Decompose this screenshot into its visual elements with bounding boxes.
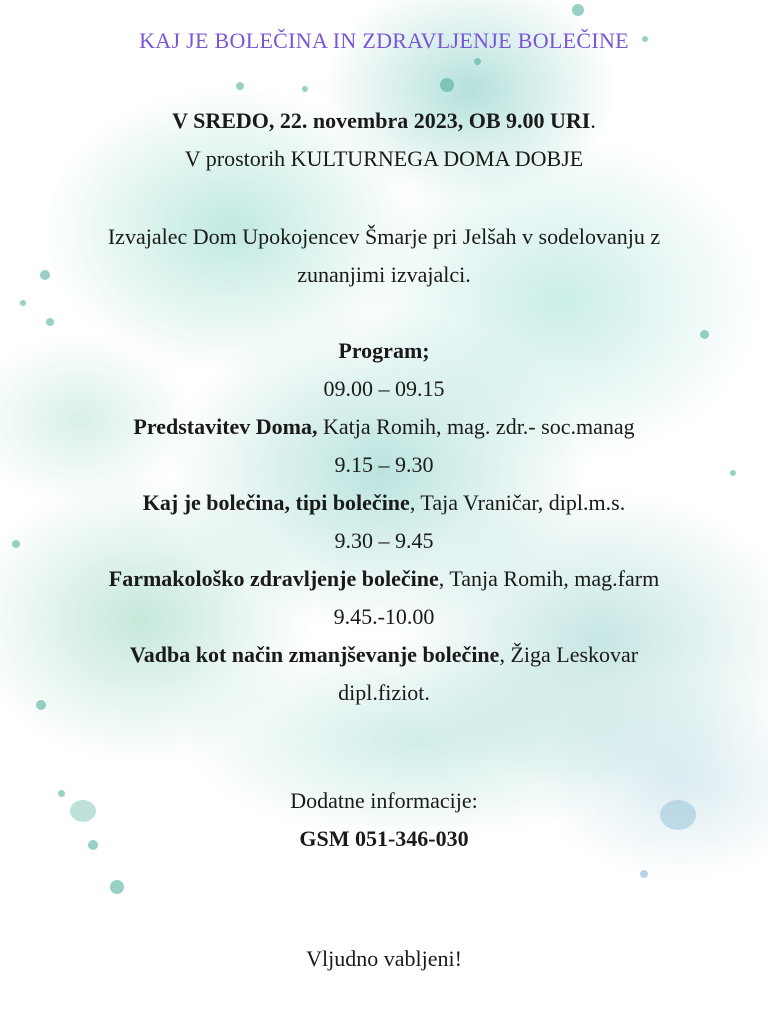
paint-splatter [12,540,20,548]
organizer-line-1: Izvajalec Dom Upokojencev Šmarje pri Jelšah v sodelovanju z [107,224,661,249]
paint-splatter [572,4,584,16]
program-topic: Farmakološko zdravljenje bolečine [108,566,439,591]
program-speaker-continued: dipl.fiziot. [338,680,430,705]
program-time: 9.30 – 9.45 [334,528,434,553]
closing-greeting: Vljudno vabljeni! [306,946,462,971]
program-speaker: , Tanja Romih, mag.farm [438,566,660,591]
program-entry [20,560,748,598]
phone-number [20,820,748,858]
program-topic: Vadba kot način zmanjševanje bolečine [129,642,500,667]
event-location: V prostorih KULTURNEGA DOMA DOBJE [184,146,584,171]
phone-number-text: GSM 051-346-030 [299,826,469,851]
program-heading-text: Program; [338,338,430,363]
program-topic: Kaj je bolečina, tipi bolečine [142,490,410,515]
program-heading [20,332,748,370]
program-time: 9.15 – 9.30 [334,452,434,477]
program-topic: Predstavitev Doma, [133,414,318,439]
program-list [20,370,748,712]
event-date [20,102,748,140]
program-speaker: , Žiga Leskovar [499,642,639,667]
program-time: 09.00 – 09.15 [323,376,445,401]
organizer-line-2: zunanjimi izvajalci. [297,262,471,287]
event-title: KAJ JE BOLEČINA IN ZDRAVLJENJE BOLEČINE [139,28,629,53]
program-speaker: , Taja Vraničar, dipl.m.s. [409,490,626,515]
program-entry [20,636,748,674]
program-entry [20,408,748,446]
program-entry [20,484,748,522]
flyer-content [20,24,748,978]
info-label: Dodatne informacije: [290,788,478,813]
event-date-suffix: . [590,108,596,133]
program-speaker: Katja Romih, mag. zdr.- soc.manag [317,414,635,439]
event-date-bold: V SREDO, 22. novembra 2023, OB 9.00 URI [172,108,591,133]
program-time: 9.45.-10.00 [333,604,435,629]
